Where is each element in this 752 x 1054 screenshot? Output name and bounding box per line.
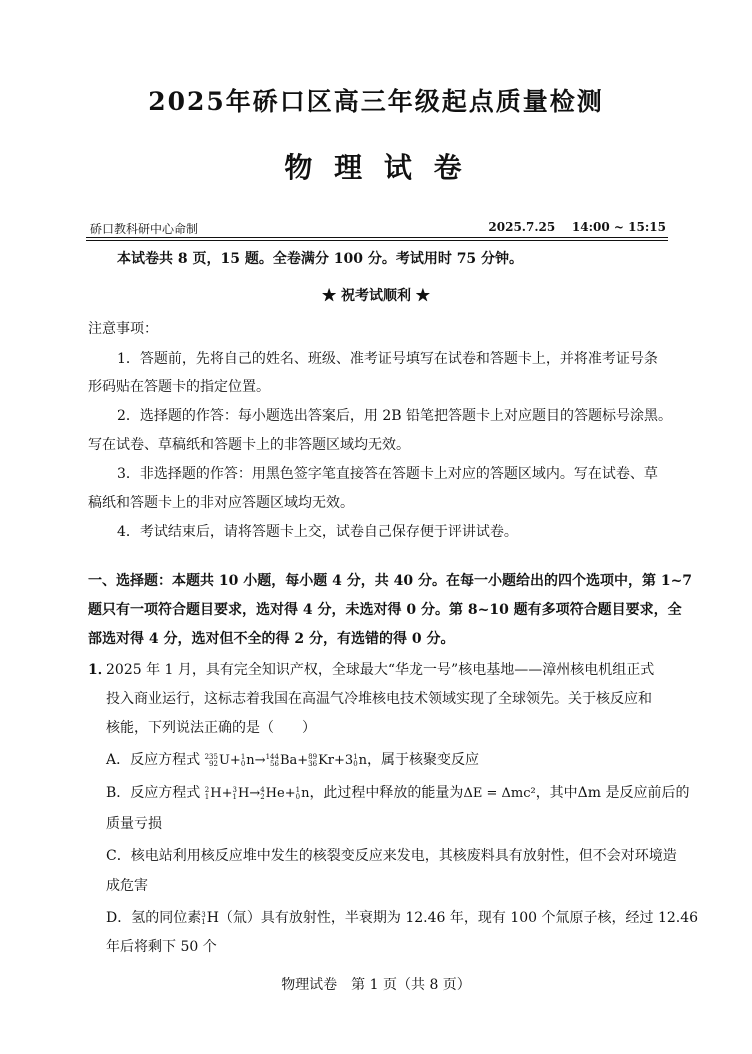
option-b-prefix: B．反应方程式	[106, 785, 205, 801]
notice-line: 形码贴在答题卡的指定位置。	[88, 379, 270, 395]
fusion-equation: 2 1 H+ 3 1 H→ 4 2 He+ 1 0 n	[204, 785, 310, 801]
notice-line: 4．考试结束后，请将答题卡上交，试卷自己保存便于评讲试卷。	[117, 524, 518, 540]
option-c-line2: 成危害	[106, 878, 148, 894]
question-stem: 核能，下列说法正确的是（ ）	[106, 720, 316, 736]
option-d-line2: 年后将剩下 50 个	[106, 939, 217, 955]
option-a-suffix: ，属于核聚变反应	[367, 752, 480, 768]
tritium-symbol: 3 1	[201, 910, 206, 926]
option-d[interactable]	[106, 908, 698, 929]
exam-datetime: 2025.7.25 14:00 ~ 15:15	[488, 220, 666, 234]
question-stem: 2025 年 1 月，具有完全知识产权，全球最大“华龙一号”核电基地——漳州核电机组正式	[106, 662, 655, 678]
header-rule-thin	[86, 240, 668, 241]
header-rule	[86, 237, 668, 238]
notice-line: 写在试卷、草稿纸和答题卡上的非答题区域均无效。	[88, 437, 410, 453]
intro-text: 本试卷共 8 页，15 题。全卷满分 100 分。考试用时 75 分钟。	[117, 251, 524, 267]
question-stem: 投入商业运行，这标志着我国在高温气冷堆核电技术领域实现了全球领先。关于核反应和	[106, 691, 652, 707]
option-a-prefix: A．反应方程式	[106, 752, 205, 768]
question-number: 1．	[88, 662, 112, 678]
option-b[interactable]	[106, 783, 690, 804]
option-c[interactable]: C．核电站利用核反应堆中发生的核裂变反应来发电，其核废料具有放射性，但不会对环境造	[106, 848, 677, 864]
option-b-line2: 质量亏损	[106, 816, 162, 832]
section-instructions: 部选对得 4 分，选对但不全的得 2 分，有选错的得 0 分。	[88, 631, 455, 647]
notice-line: 1．答题前，先将自己的姓名、班级、准考证号填写在试卷和答题卡上，并将准考证号条	[117, 351, 658, 367]
notice-heading: 注意事项：	[88, 321, 158, 337]
energy-formula: ΔE = Δmc²	[463, 786, 536, 801]
section-instructions: 题只有一项符合题目要求，选对得 4 分，未选对得 0 分。第 8~10 题有多项符合题目要求，全	[88, 602, 682, 618]
option-b-suffix: ，其中Δm 是反应前后的	[535, 785, 690, 801]
blessing-text: ★ 祝考试顺利 ★	[322, 288, 430, 304]
notice-line: 稿纸和答题卡上的非对应答题区域均无效。	[88, 495, 354, 511]
option-d-text: H（氚）具有放射性，半衰期为 12.46 年，现有 100 个氚原子核，经过 12.46	[206, 910, 699, 926]
option-a[interactable]	[106, 750, 479, 771]
exam-title: 2025年硚口区高三年级起点质量检测	[148, 87, 604, 116]
page-footer: 物理试卷 第 1 页（共 8 页）	[281, 977, 471, 993]
issuer-text: 硚口教科研中心命制	[90, 222, 199, 236]
notice-line: 3．非选择题的作答：用黑色签字笔直接答在答题卡上对应的答题区域内。写在试卷、草	[117, 466, 658, 482]
section-instructions: 一、选择题：本题共 10 小题，每小题 4 分，共 40 分。在每一小题给出的四个选项中，第 1~7	[88, 573, 693, 589]
meta-bar	[90, 220, 666, 236]
option-d-prefix: D．氢的同位素	[106, 910, 202, 926]
subject-title: 物 理 试 卷	[284, 151, 468, 184]
option-b-middle: ，此过程中释放的能量为	[309, 785, 464, 801]
fission-equation: 235 92 U+ 1 0 n→ 144 56 Ba+ 89 36 Kr+3 1 0 n	[204, 752, 368, 768]
notice-line: 2．选择题的作答：每小题选出答案后，用 2B 铅笔把答题卡上对应题目的答题标号涂黑。	[117, 408, 673, 424]
